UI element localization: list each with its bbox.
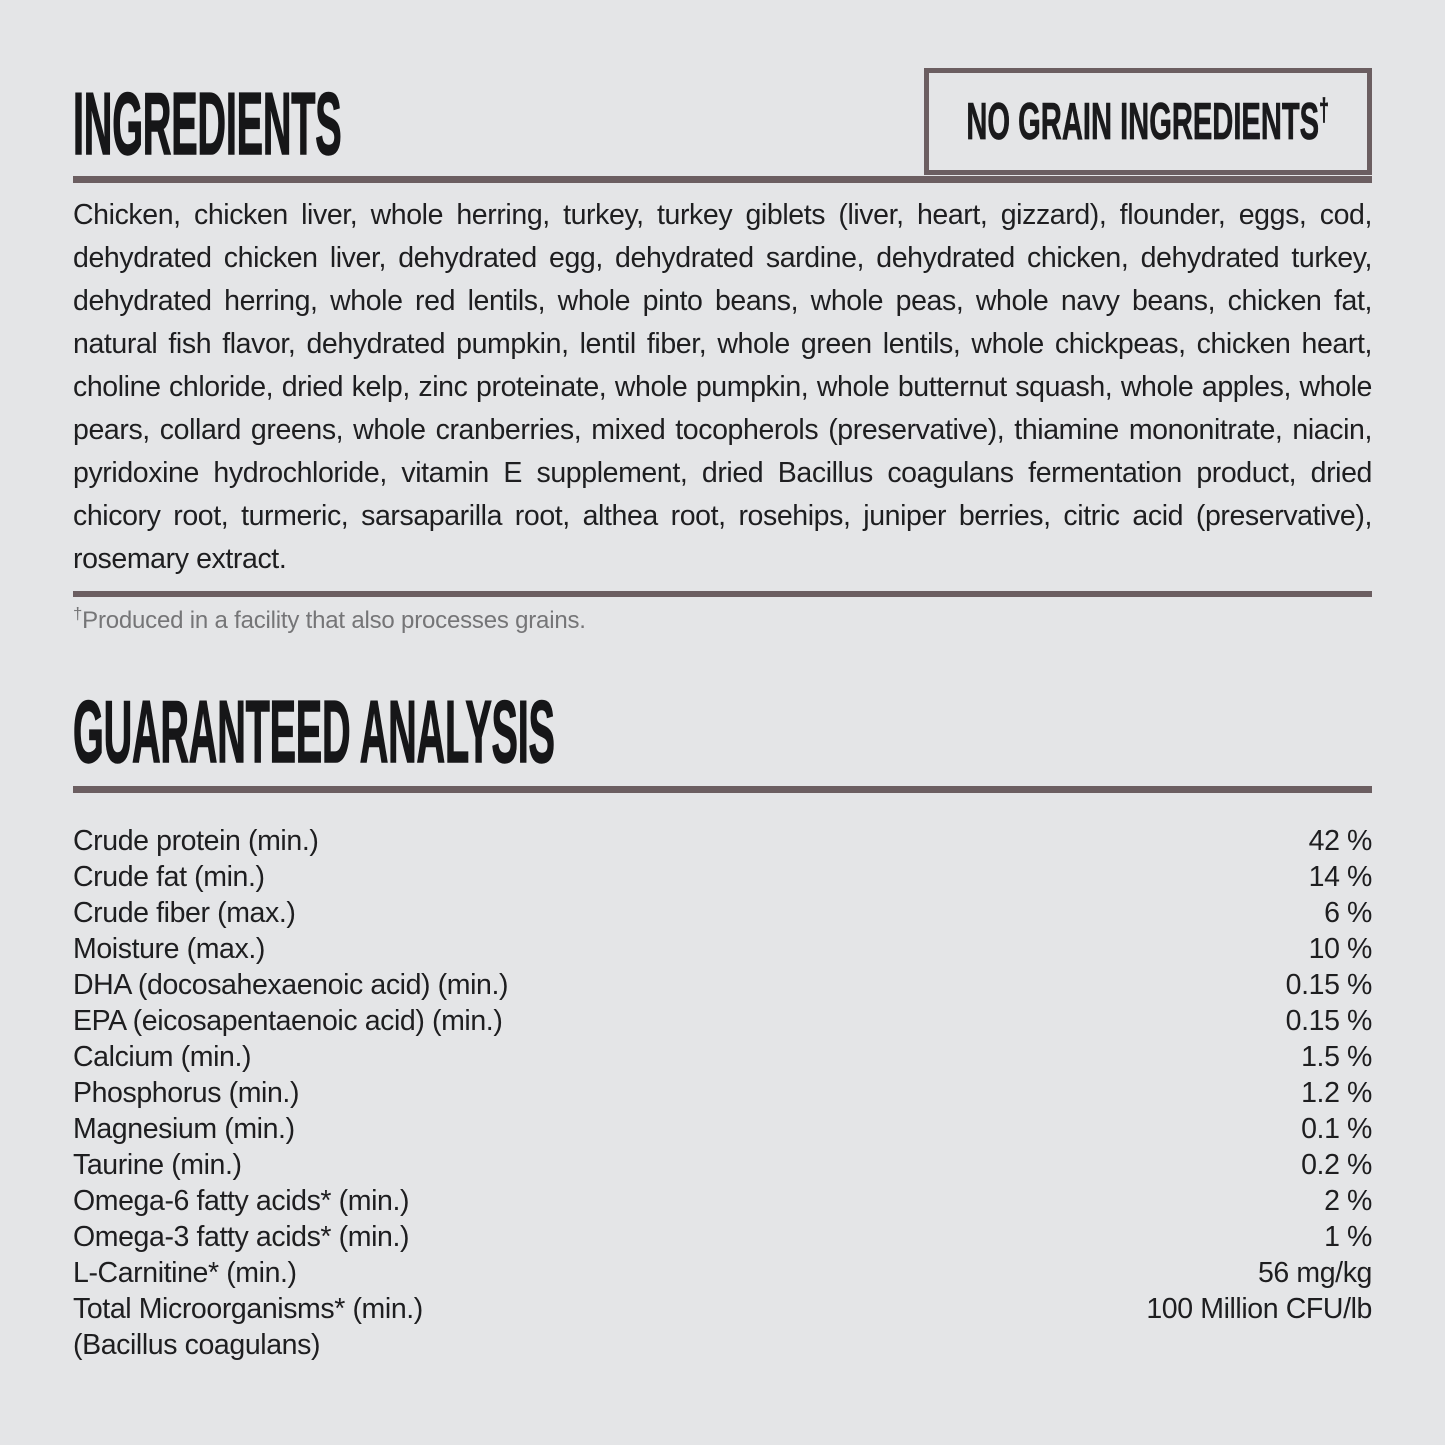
row-label: Taurine (min.) bbox=[73, 1149, 242, 1181]
row-label: DHA (docosahexaenoic acid) (min.) bbox=[73, 969, 509, 1001]
row-value: 100 Million CFU/lb bbox=[1146, 1293, 1372, 1325]
table-row bbox=[73, 931, 1372, 967]
no-grain-badge bbox=[924, 68, 1372, 175]
ingredients-title: INGREDIENTS bbox=[73, 74, 342, 173]
row-value: 1 % bbox=[1324, 1221, 1372, 1253]
row-label: (Bacillus coagulans) bbox=[73, 1329, 321, 1361]
row-label: L-Carnitine* (min.) bbox=[73, 1257, 297, 1289]
table-row bbox=[73, 1075, 1372, 1111]
no-grain-badge-label: NO GRAIN INGREDIENTS† bbox=[966, 92, 1330, 151]
row-label: Omega-6 fatty acids* (min.) bbox=[73, 1185, 410, 1217]
row-label: Crude fiber (max.) bbox=[73, 897, 296, 929]
guaranteed-analysis-title: GUARANTEED ANALYSIS bbox=[73, 682, 555, 781]
table-row bbox=[73, 1327, 1372, 1363]
row-label: Crude protein (min.) bbox=[73, 825, 319, 857]
row-label: Crude fat (min.) bbox=[73, 861, 265, 893]
row-value: 2 % bbox=[1324, 1185, 1372, 1217]
analysis-divider bbox=[73, 786, 1372, 793]
row-value: 0.1 % bbox=[1301, 1113, 1372, 1145]
row-value: 1.5 % bbox=[1301, 1041, 1372, 1073]
row-label: Calcium (min.) bbox=[73, 1041, 252, 1073]
ingredients-divider bbox=[73, 176, 1372, 183]
table-row bbox=[73, 859, 1372, 895]
footnote-dagger: † bbox=[73, 604, 83, 623]
footnote-divider bbox=[73, 591, 1372, 597]
row-label: Moisture (max.) bbox=[73, 933, 265, 965]
table-row bbox=[73, 1111, 1372, 1147]
table-row bbox=[73, 1147, 1372, 1183]
table-row bbox=[73, 1255, 1372, 1291]
row-value: 0.15 % bbox=[1285, 969, 1372, 1001]
ingredients-list: Chicken, chicken liver, whole herring, turkey, turkey giblets (liver, heart, gizzard), flounder, eggs, cod, dehydrated chicken liver, dehydrated egg, dehydrated sardine, dehydrated chicken, dehydrated turkey, dehydrated herring, whole red lentils, whole pinto beans, whole peas, whole navy beans, chicken fat, natural fish flavor, dehydrated pumpkin, lentil fiber, whole green lentils, whole chickpeas, chicken heart, choline chloride, dried kelp, zinc proteinate, whole pumpkin, whole butternut squash, whole apples, whole pears, collard greens, whole cranberries, mixed tocopherols (preservative), thiamine mononitrate, niacin, pyridoxine hydrochloride, vitamin E supplement, dried Bacillus coagulans fermentation product, dried chicory root, turmeric, sarsaparilla root, althea root, rosehips, juniper berries, citric acid (preservative), rosemary extract. bbox=[73, 199, 1372, 575]
guaranteed-analysis-table bbox=[73, 823, 1372, 1363]
row-label: Phosphorus (min.) bbox=[73, 1077, 300, 1109]
dagger-superscript: † bbox=[1319, 92, 1330, 128]
table-row bbox=[73, 895, 1372, 931]
row-value: 10 % bbox=[1308, 933, 1372, 965]
table-row bbox=[73, 1003, 1372, 1039]
table-row bbox=[73, 1039, 1372, 1075]
table-row bbox=[73, 823, 1372, 859]
row-value: 56 mg/kg bbox=[1257, 1257, 1372, 1289]
grain-facility-footnote: †Produced in a facility that also processes grains. bbox=[73, 604, 586, 634]
row-value: 0.2 % bbox=[1301, 1149, 1372, 1181]
row-value: 6 % bbox=[1324, 897, 1372, 929]
table-row bbox=[73, 1183, 1372, 1219]
row-label: Omega-3 fatty acids* (min.) bbox=[73, 1221, 410, 1253]
row-label: Magnesium (min.) bbox=[73, 1113, 295, 1145]
table-row bbox=[73, 1219, 1372, 1255]
row-label: Total Microorganisms* (min.) bbox=[73, 1293, 423, 1325]
row-label: EPA (eicosapentaenoic acid) (min.) bbox=[73, 1005, 503, 1037]
row-value: 42 % bbox=[1308, 825, 1372, 857]
table-row bbox=[73, 967, 1372, 1003]
row-value: 1.2 % bbox=[1301, 1077, 1372, 1109]
table-row bbox=[73, 1291, 1372, 1327]
row-value: 14 % bbox=[1308, 861, 1372, 893]
row-value: 0.15 % bbox=[1285, 1005, 1372, 1037]
